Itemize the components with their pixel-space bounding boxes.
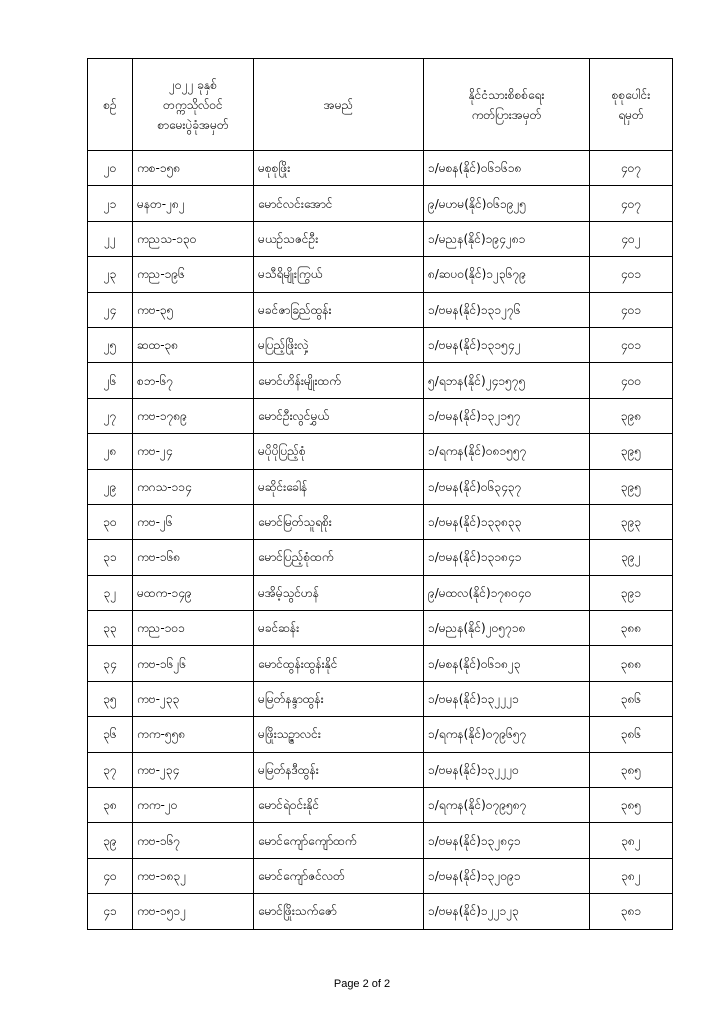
row-nrc: ၁/ဗမန(နိုင်)၁၃၁၈၄၁: [424, 540, 590, 575]
row-nrc: ၁/ဗမန(နိုင်)၁၃၃၈၃၃: [424, 504, 590, 539]
row-reg: ကဂသ-၁၁၄: [133, 469, 254, 504]
table-row: [88, 327, 673, 362]
row-reg: ကဗ-၁၅၁၂: [133, 894, 254, 929]
table-row: [88, 469, 673, 504]
row-no: ၂၇: [88, 398, 133, 433]
table-row: [88, 646, 673, 681]
row-nrc: ၁/ဗမန(နိုင်)၁၃၂၀၉၁: [424, 858, 590, 893]
row-score: ၄၀၁: [590, 257, 673, 292]
row-score: ၄၀၇: [590, 186, 673, 221]
row-score: ၃၉၁: [590, 575, 673, 610]
row-no: ၃၂: [88, 575, 133, 610]
row-reg: မထက-၁၄၉: [133, 575, 254, 610]
row-nrc: ၉/မထလ(နိုင်)၁၇၈၀၄၀: [424, 575, 590, 610]
table-row: [88, 292, 673, 327]
table-row: [88, 575, 673, 610]
row-nrc: ၁/မစန(နိုင်)၀၆၁၆၁၈: [424, 151, 590, 186]
row-name: မောင်ရဲဝင်းနိုင်: [254, 788, 424, 823]
row-no: ၂၂: [88, 221, 133, 256]
row-name: မစုစုဖြိုး: [254, 151, 424, 186]
row-no: ၂၅: [88, 327, 133, 362]
row-nrc: ၁/မညန(နိုင်)၁၉၄၂၈၁: [424, 221, 590, 256]
row-reg: ကဗ-၂၆: [133, 504, 254, 539]
table-row: [88, 540, 673, 575]
row-no: ၂၆: [88, 363, 133, 398]
row-reg: စဘ-၆၇: [133, 363, 254, 398]
row-reg: မနတ-၂၈၂: [133, 186, 254, 221]
row-score: ၃၈၈: [590, 646, 673, 681]
row-name: မသီရိမျိုးကြွယ်: [254, 257, 424, 292]
row-name: မဆိုင်းခေါန်: [254, 469, 424, 504]
table-header-row: [88, 59, 673, 151]
row-reg: ကဗ-၁၆၈: [133, 540, 254, 575]
row-name: မောင်လင်းအောင်: [254, 186, 424, 221]
row-no: ၃၀: [88, 504, 133, 539]
table-row: [88, 611, 673, 646]
row-no: ၃၆: [88, 717, 133, 752]
row-score: ၃၉၂: [590, 540, 673, 575]
row-reg: ကဗ-၂၃၄: [133, 752, 254, 787]
row-reg: ဆထ-၃၈: [133, 327, 254, 362]
row-reg: ကဗ-၂၃၃: [133, 681, 254, 716]
row-nrc: ၉/မဟမ(နိုင်)၀၆၁၉၂၅: [424, 186, 590, 221]
row-score: ၄၀၇: [590, 151, 673, 186]
table-row: [88, 398, 673, 433]
row-reg: ကည-၁၀၁: [133, 611, 254, 646]
table-row: [88, 894, 673, 929]
row-no: ၃၅: [88, 681, 133, 716]
row-nrc: ၅/ရဘန(နိုင်)၂၄၁၅၇၅: [424, 363, 590, 398]
table-row: [88, 752, 673, 787]
row-name: မဖြိုးသဉ္ဇာလင်း: [254, 717, 424, 752]
table-row: [88, 186, 673, 221]
row-name: မောင်ဟိန်းမျိုးထက်: [254, 363, 424, 398]
row-no: ၃၇: [88, 752, 133, 787]
table-row: [88, 434, 673, 469]
table-row: [88, 504, 673, 539]
row-name: မပိုပိုပြည့်စုံ: [254, 434, 424, 469]
row-no: ၃၈: [88, 788, 133, 823]
row-score: ၃၉၈: [590, 398, 673, 433]
row-nrc: ၁/ဗမန(နိုင်)၁၃၁၅၄၂: [424, 327, 590, 362]
row-name: မောင်ထွန်းထွန်းနိုင်: [254, 646, 424, 681]
row-reg: ကဗ-၁၆၇: [133, 823, 254, 858]
row-name: မခင်ဇာခြည်ထွန်း: [254, 292, 424, 327]
row-reg: ကဗ-၂၄: [133, 434, 254, 469]
row-no: ၂၁: [88, 186, 133, 221]
row-name: မောင်ကျော်ဇင်လတ်: [254, 858, 424, 893]
table-row: [88, 221, 673, 256]
header-nrc: နိုင်ငံသားစိစစ်ရေး ကတ်ပြားအမှတ်: [424, 59, 590, 151]
row-score: ၃၈၆: [590, 717, 673, 752]
row-no: ၂၃: [88, 257, 133, 292]
table-row: [88, 823, 673, 858]
row-reg: ကက-၂၀: [133, 788, 254, 823]
row-score: ၃၉၃: [590, 504, 673, 539]
table-row: [88, 363, 673, 398]
row-score: ၃၈၅: [590, 788, 673, 823]
row-reg: ကဗ-၁၈၃၂: [133, 858, 254, 893]
row-name: မမြတ်နန္ဒာထွန်း: [254, 681, 424, 716]
row-nrc: ၁/ဗမန(နိုင်)၁၂၂၁၂၃: [424, 894, 590, 929]
row-reg: ကညသ-၁၃၀: [133, 221, 254, 256]
table-body: [88, 151, 673, 930]
row-name: မယဉ်သဇင်ဦး: [254, 221, 424, 256]
row-nrc: ၁/ဗမန(နိုင်)၁၃၁၂၇၆: [424, 292, 590, 327]
row-reg: ကည-၁၉၆: [133, 257, 254, 292]
row-nrc: ၁/ဗမန(နိုင်)၁၃၂၂၂၀: [424, 752, 590, 787]
row-nrc: ၁/ဗမန(နိုင်)၁၃၂၂၂၁: [424, 681, 590, 716]
row-score: ၃၉၅: [590, 434, 673, 469]
row-score: ၃၈၂: [590, 823, 673, 858]
row-no: ၂၈: [88, 434, 133, 469]
row-score: ၃၈၁: [590, 894, 673, 929]
table-row: [88, 788, 673, 823]
row-no: ၄၁: [88, 894, 133, 929]
row-score: ၄၀၀: [590, 363, 673, 398]
page-number: Page 2 of 2: [333, 978, 391, 990]
row-name: မအိမ့်သွင်ဟန်: [254, 575, 424, 610]
row-name: မောင်မြတ်သူရစိုး: [254, 504, 424, 539]
row-no: ၄၀: [88, 858, 133, 893]
header-reg: ၂၀၂၂ ခုနှစ် တက္ကသိုလ်ဝင် စာမေးပွဲခုံအမှတ်: [133, 59, 254, 151]
row-reg: ကဗ-၃၅: [133, 292, 254, 327]
table-row: [88, 858, 673, 893]
row-name: မပြည့်ဖြိုးလှဲ့: [254, 327, 424, 362]
row-nrc: ၁/ရကန(နိုင်)၀၇၉၆၅၇: [424, 717, 590, 752]
row-score: ၃၈၂: [590, 858, 673, 893]
row-name: မောင်ဦးလွင်မွှယ်: [254, 398, 424, 433]
row-score: ၄၀၁: [590, 292, 673, 327]
row-name: မမြတ်နဒီထွန်း: [254, 752, 424, 787]
row-reg: ကစ-၁၅၈: [133, 151, 254, 186]
row-score: ၃၈၆: [590, 681, 673, 716]
row-no: ၃၁: [88, 540, 133, 575]
row-nrc: ၁/ရကန(နိုင်)၀၇၉၅၈၇: [424, 788, 590, 823]
row-nrc: ၈/ဆပဝ(နိုင်)၁၂၃၆၇၉: [424, 257, 590, 292]
table-row: [88, 151, 673, 186]
row-nrc: ၁/ရကန(နိုင်)၀၈၁၅၅၇: [424, 434, 590, 469]
row-name: မောင်ဖြိုးသက်ဇော်: [254, 894, 424, 929]
row-score: ၃၈၈: [590, 611, 673, 646]
row-no: ၃၃: [88, 611, 133, 646]
row-score: ၄၀၁: [590, 327, 673, 362]
header-score: စုစုပေါင်း ရမှတ်: [590, 59, 673, 151]
row-no: ၂၉: [88, 469, 133, 504]
row-nrc: ၁/ဗမန(နိုင်)၀၆၃၄၃၇: [424, 469, 590, 504]
row-reg: ကဗ-၁၇၈၉: [133, 398, 254, 433]
row-reg: ကဗ-၁၆၂၆: [133, 646, 254, 681]
row-no: ၃၉: [88, 823, 133, 858]
row-nrc: ၁/ဗမန(နိုင်)၁၃၂၈၄၁: [424, 823, 590, 858]
row-name: မောင်ပြည့်စုံထက်: [254, 540, 424, 575]
row-reg: ကက-၅၅၈: [133, 717, 254, 752]
row-name: မခင်ဆန်း: [254, 611, 424, 646]
row-score: ၃၉၅: [590, 469, 673, 504]
header-no: စဉ်: [88, 59, 133, 151]
header-name: အမည်: [254, 59, 424, 151]
row-no: ၂၀: [88, 151, 133, 186]
row-nrc: ၁/မညန(နိုင်)၂၀၅၇၁၈: [424, 611, 590, 646]
table-row: [88, 257, 673, 292]
table-row: [88, 717, 673, 752]
results-table: [87, 58, 673, 930]
row-name: မောင်ကျော်ကျော်ထက်: [254, 823, 424, 858]
row-no: ၃၄: [88, 646, 133, 681]
row-score: ၄၀၂: [590, 221, 673, 256]
table-row: [88, 681, 673, 716]
row-nrc: ၁/မစန(နိုင်)၀၆၁၈၂၃: [424, 646, 590, 681]
row-nrc: ၁/ဗမန(နိုင်)၁၃၂၁၅၇: [424, 398, 590, 433]
row-no: ၂၄: [88, 292, 133, 327]
row-score: ၃၈၅: [590, 752, 673, 787]
